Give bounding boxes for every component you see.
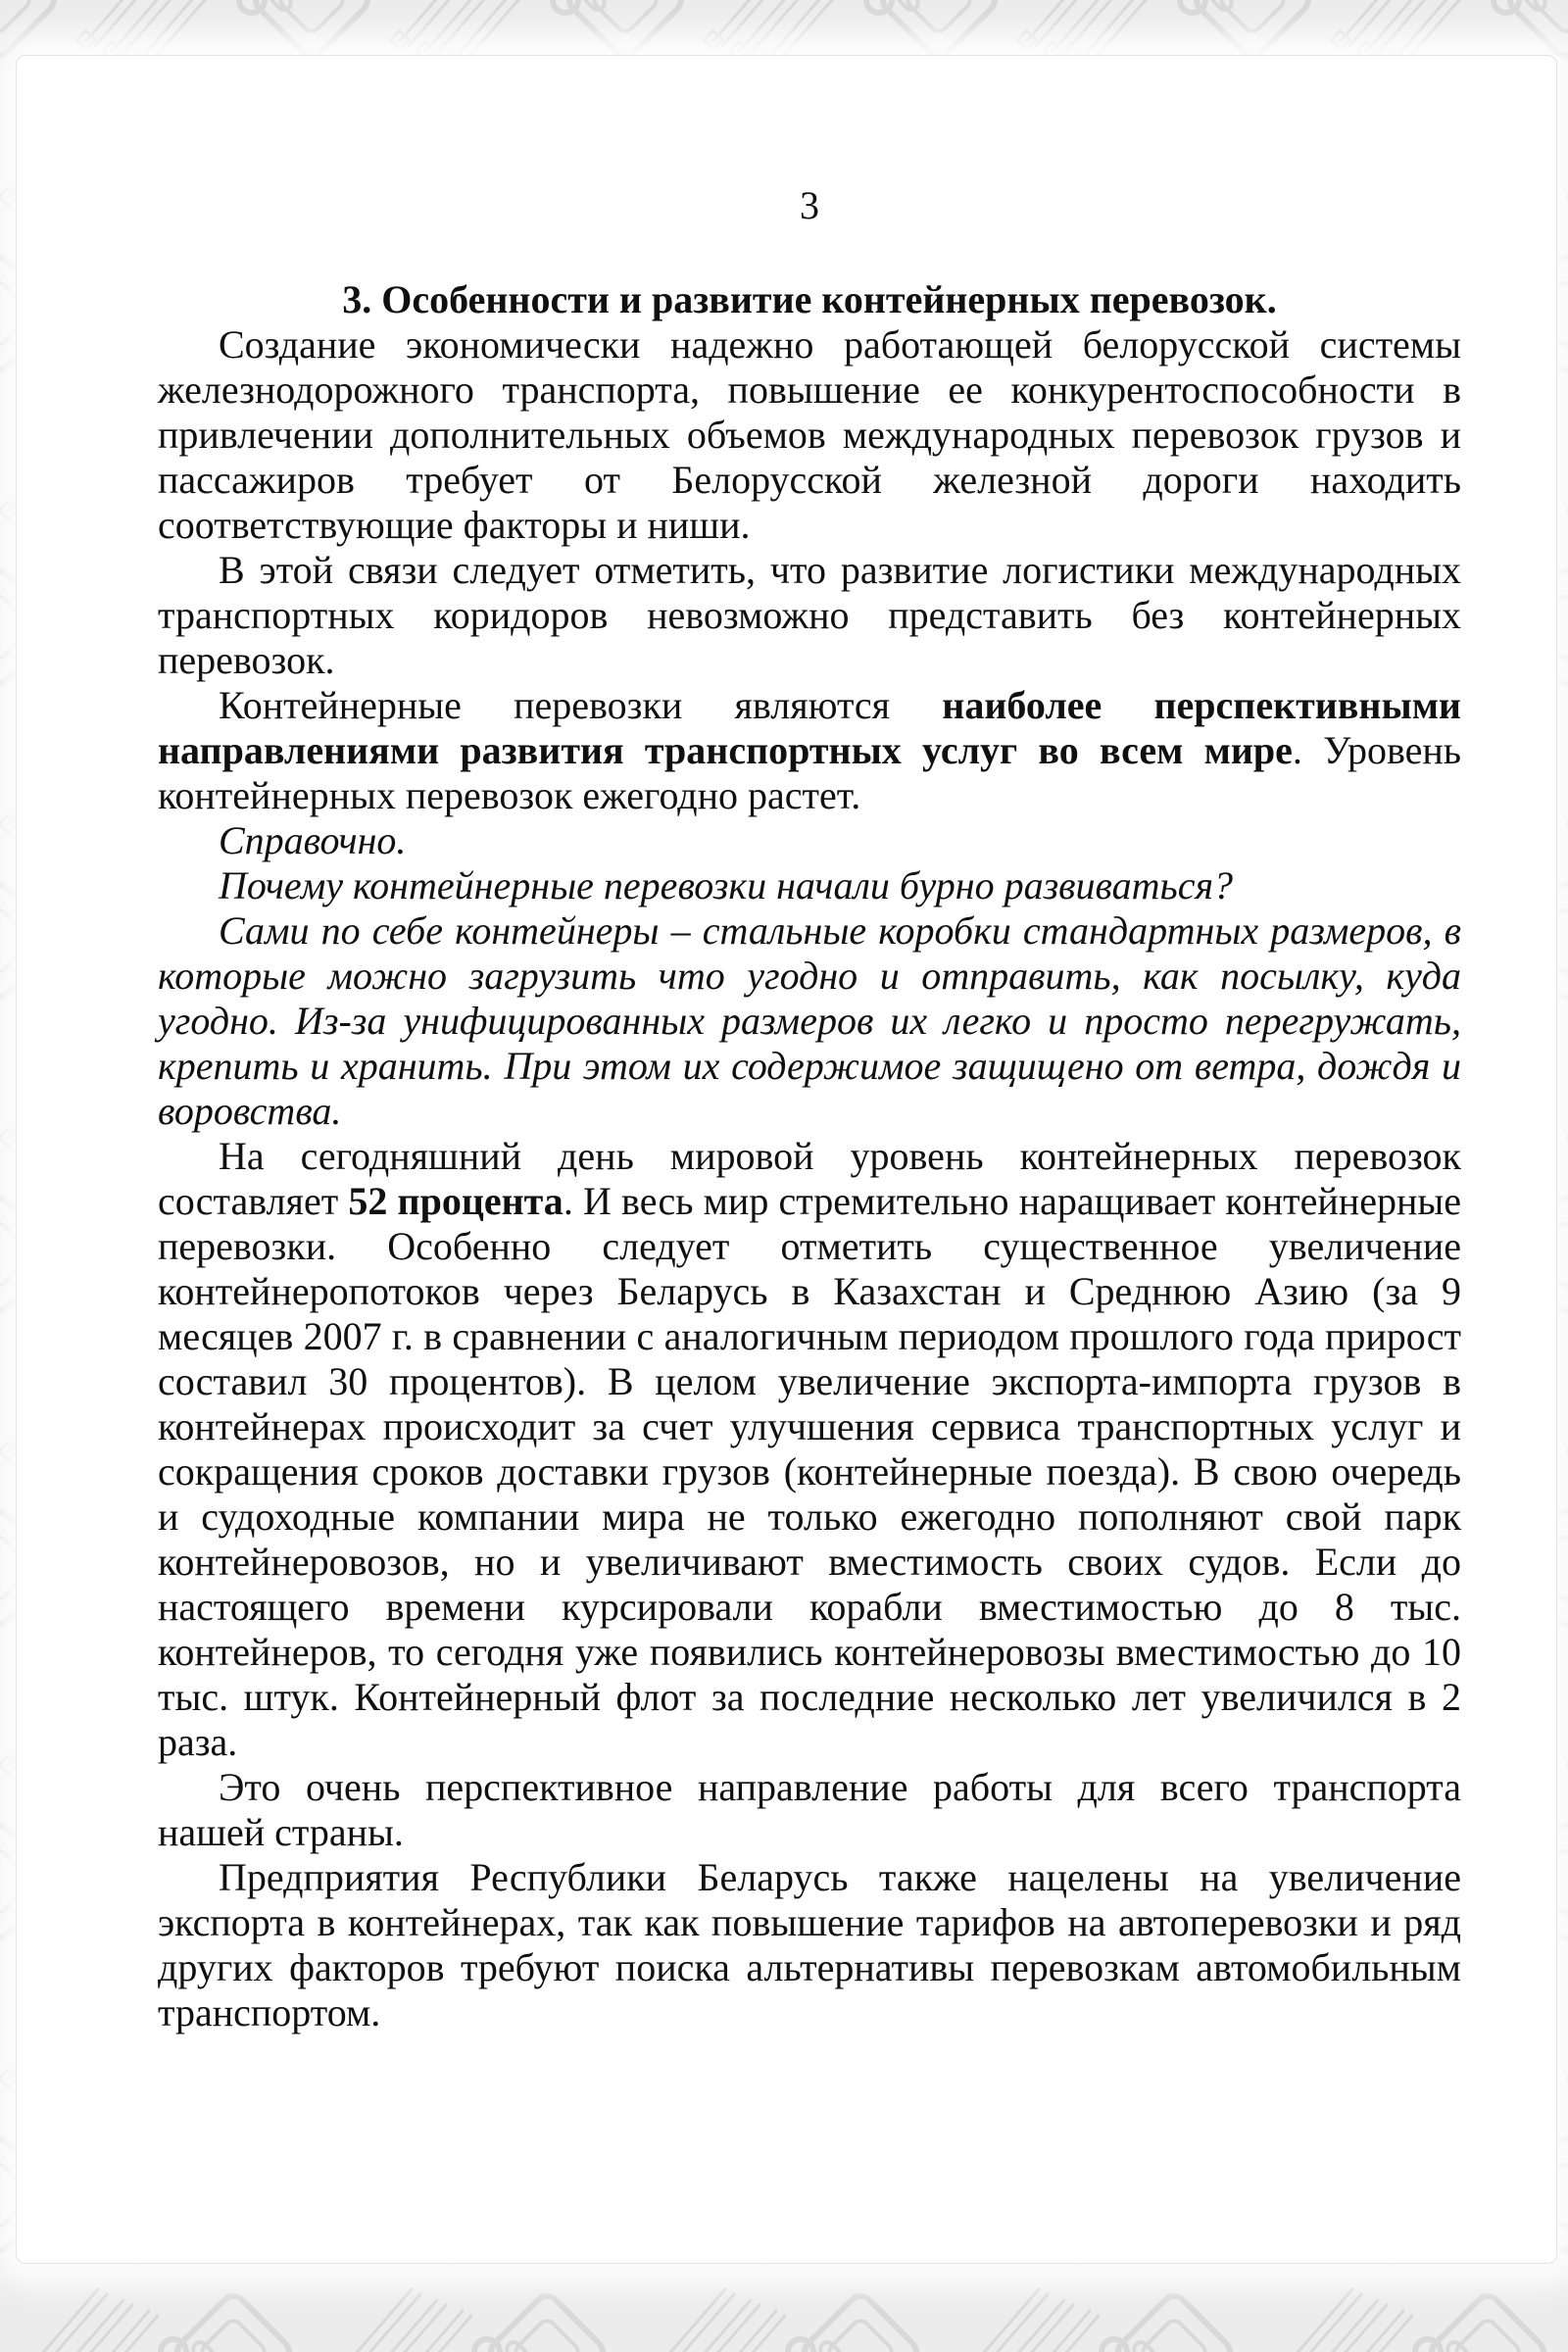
text-segment: Справочно. bbox=[219, 818, 407, 862]
text-segment: Предприятия Республики Беларусь также нацелены на увеличение экспорта в контейнерах, так как повышение тарифов на автоперевозки и ряд других факторов требуют поиска альтернативы перевозкам автомобильным транспортом. bbox=[158, 1855, 1461, 2034]
text-segment: Это очень перспективное направление работы для всего транспорта нашей страны. bbox=[158, 1765, 1461, 1854]
paragraph bbox=[158, 683, 1461, 818]
bold-text-segment: 52 процента bbox=[348, 1179, 564, 1223]
paragraph bbox=[158, 1765, 1461, 1855]
ornament-tile bbox=[1253, 2289, 1412, 2352]
ornament-tile bbox=[1102, 2291, 1235, 2352]
ornament-tile bbox=[0, 0, 59, 61]
paragraph bbox=[158, 818, 1461, 863]
page-content bbox=[158, 183, 1461, 2035]
text-segment: Почему контейнерные перевозки начали бурно развиваться? bbox=[219, 863, 1234, 907]
ornament-tile bbox=[161, 2291, 294, 2352]
paragraph bbox=[158, 1855, 1461, 2035]
ornament-tile bbox=[866, 0, 1000, 61]
text-segment: В этой связи следует отметить, что развитие логистики международных транспортных коридоров невозможно представить без контейнерных перевозок. bbox=[158, 548, 1461, 682]
document-title: 3. Особенности и развитие контейнерных перевозок. bbox=[342, 277, 1277, 321]
page-sheet bbox=[16, 55, 1557, 2264]
paragraph bbox=[158, 908, 1461, 1134]
paragraph bbox=[158, 322, 1461, 548]
text-segment: Контейнерные перевозки являются bbox=[219, 683, 943, 727]
text-segment: На сегодняшний день мировой уровень контейнерных перевозок составляет bbox=[158, 1134, 1461, 1223]
ornament-tile bbox=[1494, 0, 1568, 61]
ornament-tile bbox=[788, 2291, 921, 2352]
ornament-tile bbox=[0, 2289, 158, 2352]
paragraph bbox=[158, 1134, 1461, 1765]
paragraph bbox=[158, 863, 1461, 908]
document-body bbox=[158, 322, 1461, 2035]
ornament-tile bbox=[626, 2289, 785, 2352]
ornament-tile bbox=[1180, 0, 1313, 61]
paragraph bbox=[158, 548, 1461, 683]
ornament-tile bbox=[553, 0, 686, 61]
ornament-tile bbox=[239, 0, 372, 61]
ornament-tile bbox=[313, 2289, 471, 2352]
bold-text-segment: наиболее перспективными направлениями развития транспортных услуг во всем мире bbox=[158, 683, 1461, 772]
ornament-tile bbox=[474, 2291, 608, 2352]
text-segment: . Уровень контейнерных перевозок ежегодно растет. bbox=[158, 728, 1462, 817]
text-segment: Создание экономически надежно работающей белорусской системы железнодорожного транспорта, повышение ее конкурентоспособности в привлечении дополнительных объемов международных перевозок грузов и пассажиров требует от Белорусской железной дороги находить соответствующие факторы и ниши. bbox=[158, 322, 1461, 547]
text-segment: Сами по себе контейнеры – стальные коробки стандартных размеров, в которые можно загрузить что угодно и отправить, как посылку, куда угодно. Из-за унифицированных размеров их легко и просто перегружать, крепить и хранить. При этом их содержимое защищено от ветра, дождя и воровства. bbox=[158, 908, 1461, 1133]
ornament-tile bbox=[940, 2289, 1099, 2352]
ornament-tile bbox=[1415, 2291, 1548, 2352]
page-number: 3 bbox=[800, 183, 819, 227]
text-segment: . И весь мир стремительно наращивает контейнерные перевозки. Особенно следует отметить существенное увеличение контейнеропотоков через Беларусь в Казахстан и Среднюю Азию (за 9 месяцев 2007 г. в сравнении с аналогичным периодом прошлого года прирост составил 30 процентов). В целом увеличение экспорта-импорта грузов в контейнерах происходит за счет улучшения сервиса транспортных услуг и сокращения сроков доставки грузов (контейнерные поезда). В свою очередь и судоходные компании мира не только ежегодно пополняют свой парк контейнеровозов, но и увеличивают вместимость своих судов. Если до настоящего времени курсировали корабли вместимостью до 8 тыс. контейнеров, то сегодня уже появились контейнеровозы вместимостью до 10 тыс. штук. Контейнерный флот за последние несколько лет увеличился в 2 раза. bbox=[158, 1179, 1461, 1764]
